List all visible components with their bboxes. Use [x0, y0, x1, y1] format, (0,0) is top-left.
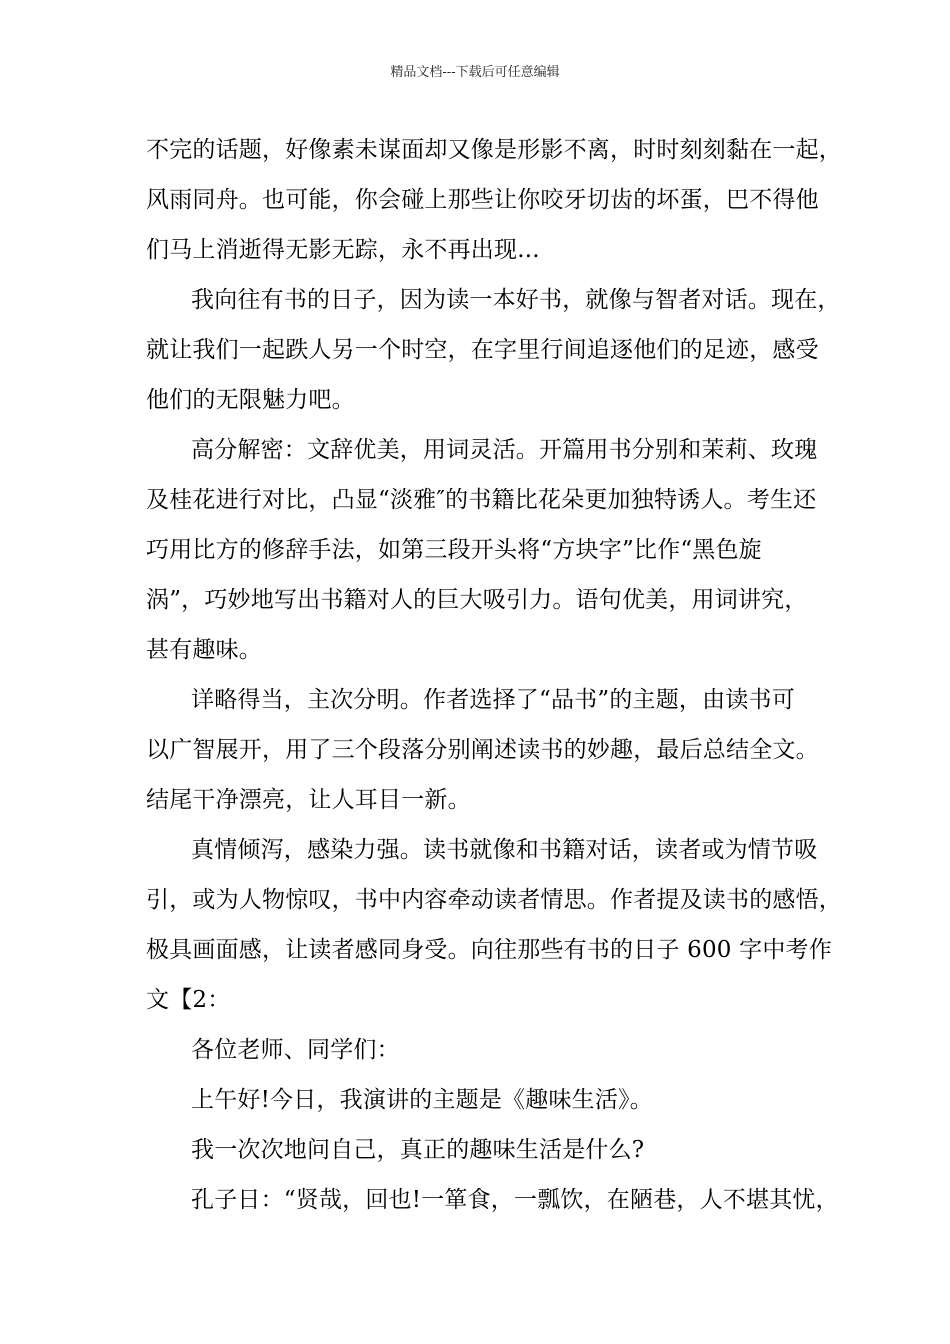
text-line: 风雨同舟。也可能，你会碰上那些让你咬牙切齿的坏蛋，巴不得他 — [146, 187, 819, 213]
text-line: 他们的无限魅力吧。 — [146, 387, 355, 413]
page-header: 精品文档---下载后可任意编辑 — [390, 65, 560, 80]
paragraph-first-line: 真情倾泻，感染力强。读书就像和书籍对话，读者或为情节吸 — [191, 837, 818, 863]
text-line: 甚有趣味。 — [146, 637, 262, 663]
paragraph-first-line: 详略得当，主次分明。作者选择了“品书”的主题，由读书可 — [191, 687, 795, 713]
paragraph-first-line: 孔子日：“贤哉，回也!一箪食，一瓢饮，在陋巷，人不堪其忧， — [191, 1187, 839, 1213]
text-line: 不完的话题，好像素未谋面却又像是形影不离，时时刻刻黏在一起， — [146, 137, 842, 163]
text-line: 涡”，巧妙地写出书籍对人的巨大吸引力。语句优美，用词讲究， — [146, 587, 808, 613]
paragraph-first-line: 各位老师、同学们： — [191, 1037, 400, 1063]
paragraph-first-line: 高分解密：文辞优美，用词灵活。开篇用书分别和茉莉、玫瑰 — [191, 437, 818, 463]
paragraph-first-line: 我一次次地问自己，真正的趣味生活是什么? — [191, 1137, 645, 1163]
text-line: 引，或为人物惊叹，书中内容牵动读者情思。作者提及读书的感悟， — [146, 887, 842, 913]
text-line: 极具画面感，让读者感同身受。向往那些有书的日子 600 字中考作 — [146, 937, 832, 963]
text-line: 文【2： — [146, 987, 231, 1013]
text-line: 及桂花进行对比，凸显“淡雅″的书籍比花朵更加独特诱人。考生还 — [146, 487, 817, 513]
paragraph-first-line: 上午好!今日，我演讲的主题是《趣味生活》。 — [191, 1087, 653, 1113]
text-line: 巧用比方的修辞手法，如第三段开头将“方块字”比作“黑色旋 — [146, 537, 762, 563]
text-line: 结尾干净漂亮，让人耳目一新。 — [146, 787, 471, 813]
text-line: 们马上消逝得无影无踪，永不再出现... — [146, 237, 540, 263]
text-line: 就让我们一起跌人另一个时空，在字里行间追逐他们的足迹，感受 — [146, 337, 819, 363]
paragraph-first-line: 我向往有书的日子，因为读一本好书，就像与智者对话。现在， — [191, 287, 841, 313]
text-line: 以广智展开，用了三个段落分别阐述读书的妙趣，最后总结全文。 — [146, 737, 819, 763]
